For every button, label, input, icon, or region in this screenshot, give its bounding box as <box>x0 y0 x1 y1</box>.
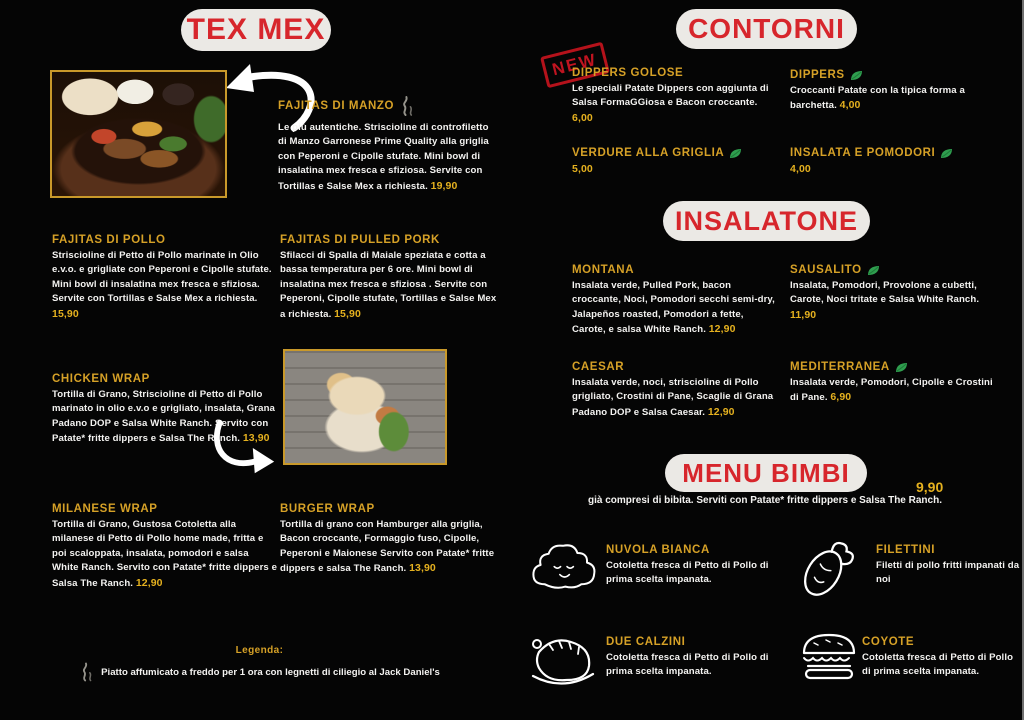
menu-bimbi-price: 9,90 <box>916 479 944 495</box>
section-title-contorni: CONTORNI <box>676 9 857 49</box>
section-title-insalatone: INSALATONE <box>663 201 870 241</box>
item-price: 4,00 <box>790 163 811 175</box>
curved-arrow-icon <box>212 418 280 476</box>
leaf-icon <box>867 265 880 276</box>
wrap-photo <box>283 349 447 465</box>
item-price: 6,00 <box>572 111 593 124</box>
menu-item-insalata-e-pomodori <box>790 147 1005 178</box>
item-description: Le speciali Patate Dippers con aggiunta di Salsa FormaGGiosa e Bacon croccante. <box>572 83 769 109</box>
item-description: Cotoletta fresca di Petto di Pollo di prima scelta impanata. <box>606 560 769 586</box>
menu-item-filettini <box>876 544 1021 588</box>
item-name: FAJITAS DI PULLED PORK <box>280 234 440 246</box>
menu-item-fajitas-di-manzo <box>278 94 494 194</box>
leaf-icon <box>729 148 742 159</box>
item-description: Sfilacci di Spalla di Maiale speziata e cotta a bassa temperatura per 6 ore. Mini bowl di insalatina mex fresca e sfiziosa . Servite con Peperoni, Cipolle stufate, Tortillas e Salse Mex a richiesta. <box>280 250 497 320</box>
item-name: INSALATA E POMODORI <box>790 147 936 159</box>
item-description: Insalata, Pomodori, Provolone a cubetti, Carote, Noci tritate e Salsa White Ranch. <box>790 280 980 306</box>
menu-item-burger-wrap <box>280 503 502 577</box>
item-name: MEDITERRANEA <box>790 361 890 373</box>
item-name: FAJITAS DI MANZO <box>278 100 395 112</box>
menu-item-fajitas-di-pollo <box>52 234 274 322</box>
menu-item-due-calzini <box>606 636 786 680</box>
fajitas-photo <box>50 70 227 198</box>
item-description: Insalata verde, Pomodori, Cipolle e Crostini di Pane. <box>790 377 993 404</box>
item-price: 4,00 <box>839 99 861 112</box>
item-price: 13,90 <box>409 562 436 575</box>
item-name: FAJITAS DI POLLO <box>52 234 166 246</box>
item-price: 5,00 <box>572 163 593 175</box>
item-description: Cotoletta fresca di Petto di Pollo di prima scelta impanata. <box>862 652 1014 678</box>
item-name: SAUSALITO <box>790 264 862 276</box>
item-description: Le più autentiche. Striscioline di controfiletto di Manzo Garronese Prime Quality alla griglia con Peperoni e Cipolle stufate. Mini bowl di insalatina mex fresca e sfiziosa. Servite con Tortillas e Salse Mex a richiesta. <box>278 122 489 192</box>
item-price: 12,90 <box>708 323 736 336</box>
menu-item-fajitas-di-pulled-pork <box>280 234 500 322</box>
item-description: Tortilla di Grano, Gustosa Cotoletta alla milanese di Petto di Pollo home made, fritta e poi scaloppata, insalata, pomodori e salsa White Ranch. Servito con Patate* fritte dippers e Salsa The Ranch. <box>52 519 278 589</box>
smoke-icon <box>399 94 417 118</box>
item-name: BURGER WRAP <box>280 503 375 515</box>
item-description: Croccanti Patate con la tipica forma a barchetta. <box>790 85 965 112</box>
leaf-icon <box>895 362 908 373</box>
drumstick-icon <box>797 527 857 607</box>
section-title-tex-mex: TEX MEX <box>181 9 331 51</box>
menu-item-sausalito <box>790 264 1000 324</box>
item-name: DIPPERS GOLOSE <box>572 67 684 79</box>
item-price: 12,90 <box>707 405 735 418</box>
item-name: DUE CALZINI <box>606 636 686 648</box>
menu-item-coyote <box>862 636 1022 680</box>
menu-item-dippers-golose <box>572 67 777 127</box>
item-description: Insalata verde, noci, striscioline di Pollo grigliato, Crostini di Pane, Scaglie di Grana Padano DOP e Salsa Caesar. <box>572 377 774 418</box>
item-description: Cotoletta fresca di Petto di Pollo di prima scelta impanata. <box>606 652 769 678</box>
menu-item-dippers <box>790 69 1000 114</box>
item-name: CHICKEN WRAP <box>52 373 150 385</box>
item-price: 15,90 <box>334 307 361 320</box>
new-badge: NEW <box>540 42 610 88</box>
item-description: Tortilla di Grano, Striscioline di Petto di Pollo marinato in olio e.v.o e grigliato, insalata, Grana Padano DOP e Salsa White Ranch. Servito con Patate* fritte dippers e Salsa The Ranch. <box>52 389 275 445</box>
burger-icon <box>798 630 860 682</box>
item-name: FILETTINI <box>876 544 936 556</box>
cloud-icon <box>527 538 599 592</box>
item-name: MONTANA <box>572 264 635 276</box>
legend-text: Piatto affumicato a freddo per 1 ora con legnetti di ciliegio al Jack Daniel's <box>101 666 440 678</box>
menu-item-caesar <box>572 361 787 421</box>
menu-item-montana <box>572 264 777 338</box>
item-description: Insalata verde, Pulled Pork, bacon croccante, Noci, Pomodori secchi semi-dry, Jalapeños roasted, Pomodori a fette, Carote, e salsa White Ranch. <box>572 280 775 336</box>
leaf-icon <box>940 148 953 159</box>
item-price: 19,90 <box>430 179 458 192</box>
item-description: Tortilla di grano con Hamburger alla griglia, Bacon croccante, Formaggio fuso, Cipolle, Peperoni e Maionese Servito con Patate* fritte dippers e salsa The Ranch. <box>280 519 495 575</box>
legend-row <box>52 660 467 684</box>
item-name: VERDURE ALLA GRIGLIA <box>572 147 725 159</box>
item-name: MILANESE WRAP <box>52 503 158 515</box>
item-name: NUVOLA BIANCA <box>606 544 710 556</box>
menu-item-nuvola-bianca <box>606 544 781 588</box>
item-description: Striscioline di Petto di Pollo marinate in Olio e.v.o. e grigliate con Peperoni e Cipolle stufate. Mini bowl di insalatina mex fresca e sfiziosa. Servite con Tortillas e Salse Mex a richiesta. <box>52 250 272 305</box>
menu-item-mediterranea <box>790 361 1000 406</box>
leaf-icon <box>850 70 863 81</box>
section-title-menu-bimbi: MENU BIMBI <box>665 454 867 492</box>
item-name: CAESAR <box>572 361 625 373</box>
item-price: 12,90 <box>135 576 163 589</box>
item-description: Filetti di pollo fritti impanati da noi <box>876 560 1020 586</box>
item-price: 15,90 <box>52 307 79 320</box>
menu-item-verdure-alla-griglia <box>572 147 782 178</box>
smoke-icon <box>79 660 96 684</box>
menu-bimbi-subtitle: già compresi di bibita. Serviti con Patate* fritte dippers e Salsa The Ranch. <box>588 495 942 506</box>
item-price: 11,90 <box>790 308 817 321</box>
menu-item-milanese-wrap <box>52 503 278 591</box>
item-price: 13,90 <box>242 432 270 445</box>
legend-label: Legenda: <box>235 645 284 656</box>
item-name: DIPPERS <box>790 69 845 81</box>
item-price: 6,90 <box>830 391 852 404</box>
item-name: COYOTE <box>862 636 915 648</box>
sausage-icon <box>525 630 601 692</box>
